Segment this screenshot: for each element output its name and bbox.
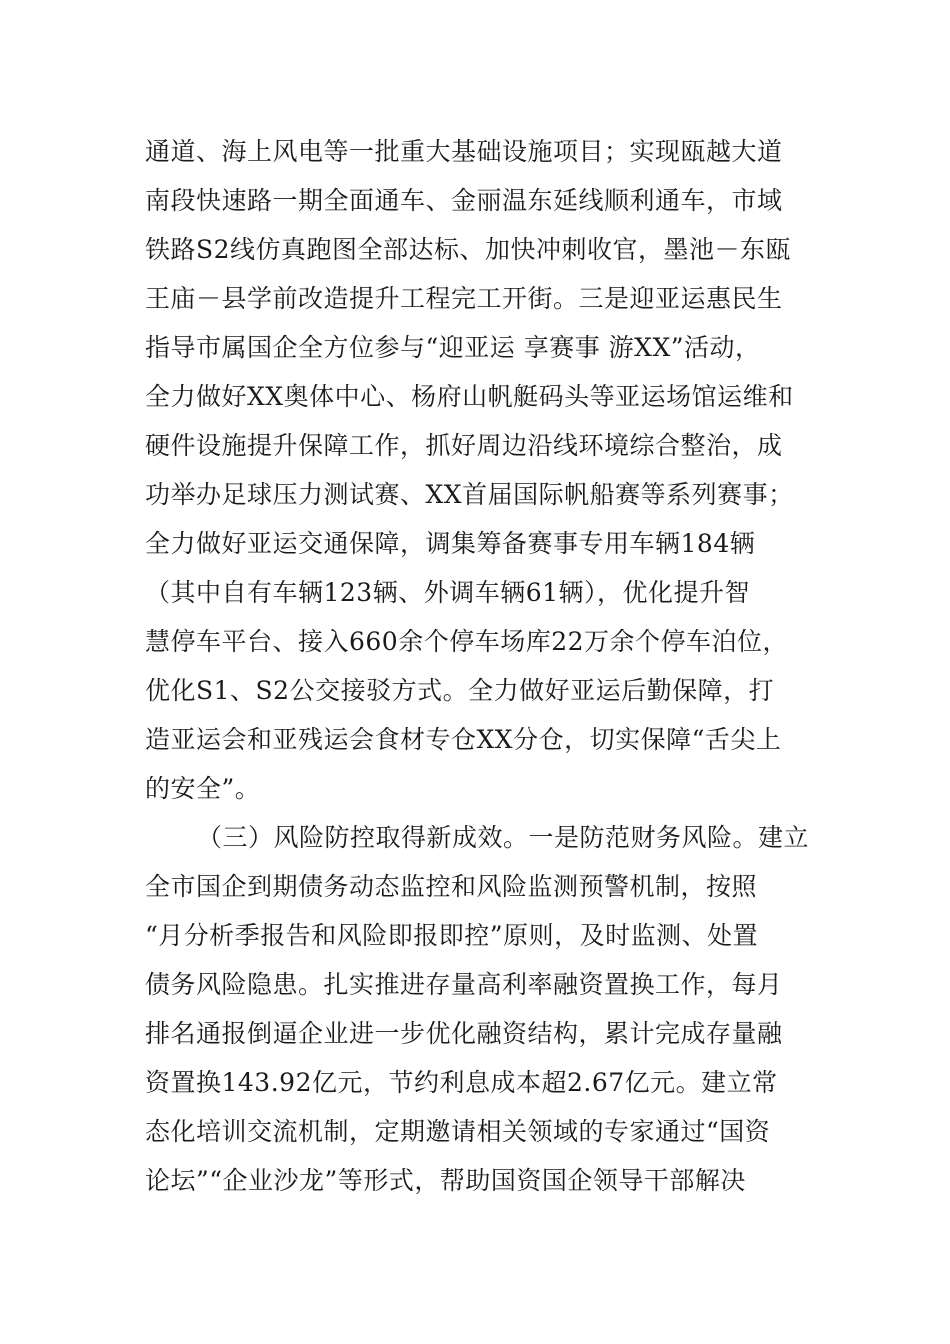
text-line: 通道、海上风电等一批重大基础设施项目；实现瓯越大道	[145, 137, 783, 166]
text-line: 南段快速路一期全面通车、金丽温东延线顺利通车，市域	[145, 186, 783, 215]
text-line: 态化培训交流机制，定期邀请相关领域的专家通过“国资	[145, 1117, 771, 1146]
section-heading-line: （三）风险防控取得新成效。一是防范财务风险。建立	[197, 823, 810, 852]
text-line: 王庙－县学前改造提升工程完工开街。三是迎亚运惠民生	[145, 284, 783, 313]
text-line: 债务风险隐患。扎实推进存量高利率融资置换工作，每月	[145, 970, 783, 999]
text-line: 优化S1、S2公交接驳方式。全力做好亚运后勤保障，打	[145, 676, 775, 705]
text-line: “月分析季报告和风险即报即控”原则，及时监测、处置	[145, 921, 759, 950]
text-line: 慧停车平台、接入660余个停车场库22万余个停车泊位，	[145, 627, 789, 656]
text-line: 全市国企到期债务动态监控和风险监测预警机制，按照	[145, 872, 758, 901]
text-line: 指导市属国企全方位参与“迎亚运 享赛事 游XX”活动，	[145, 333, 761, 362]
text-line: 造亚运会和亚残运会食材专仓XX分仓，切实保障“舌尖上	[145, 725, 782, 754]
text-line: 资置换143.92亿元，节约利息成本超2.67亿元。建立常	[145, 1068, 778, 1097]
text-line: 排名通报倒逼企业进一步优化融资结构，累计完成存量融	[145, 1019, 783, 1048]
text-line: 全力做好XX奥体中心、杨府山帆艇码头等亚运场馆运维和	[145, 382, 794, 411]
text-line: 功举办足球压力测试赛、XX首届国际帆船赛等系列赛事；	[145, 480, 794, 509]
text-line: （其中自有车辆123辆、外调车辆61辆），优化提升智	[145, 578, 751, 607]
text-line: 论坛”“企业沙龙”等形式，帮助国资国企领导干部解决	[145, 1166, 746, 1195]
text-line: 铁路S2线仿真跑图全部达标、加快冲刺收官，墨池－东瓯	[145, 235, 792, 264]
text-line: 硬件设施提升保障工作，抓好周边沿线环境综合整治，成	[145, 431, 783, 460]
text-line: 全力做好亚运交通保障，调集筹备赛事专用车辆184辆	[145, 529, 756, 558]
text-line: 的安全”。	[145, 774, 261, 803]
